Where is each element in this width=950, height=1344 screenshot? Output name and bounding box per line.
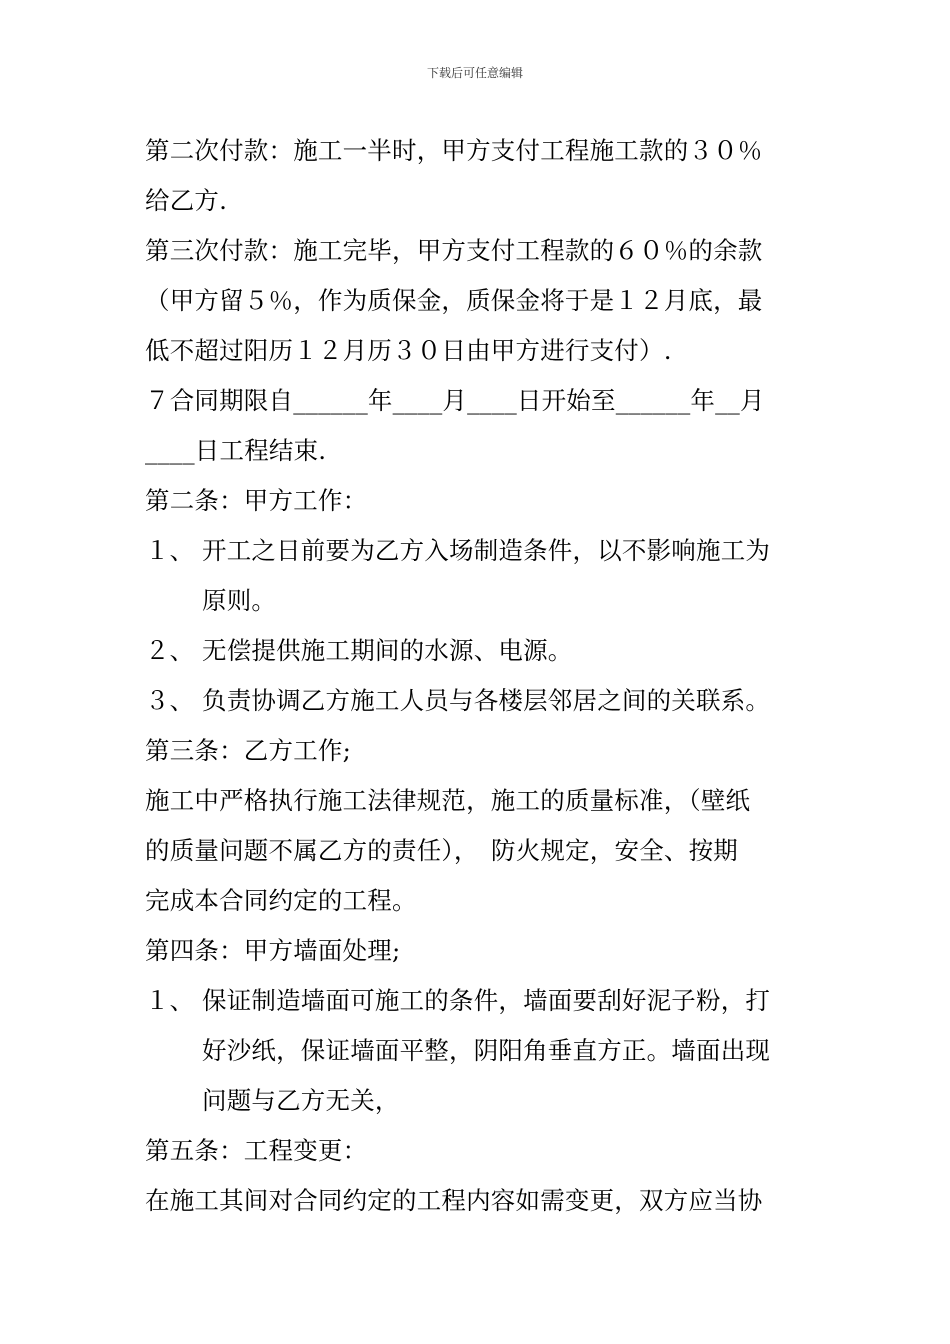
article-2-item-1-line-1: 开工之日前要为乙方入场制造条件，以不影响施工为	[202, 536, 771, 565]
article-2-item-3-line-1: 负责协调乙方施工人员与各楼层邻居之间的关联系。	[202, 686, 771, 715]
contract-period-line-2: ____日工程结束.	[145, 436, 327, 465]
article-2-item-1-line-2: 原则。	[202, 586, 277, 615]
article-4-item-1-line-2: 好沙纸，保证墙面平整，阴阳角垂直方正。墙面出现	[202, 1036, 771, 1065]
payment-third-line-3: 低不超过阳历１２月历３０日由甲方进行支付）.	[145, 336, 672, 365]
article-4-item-1-line-3: 问题与乙方无关，	[202, 1086, 400, 1115]
payment-second-line-1: 第二次付款：施工一半时，甲方支付工程施工款的３０％	[145, 136, 763, 165]
payment-third-line-2: （甲方留５％，作为质保金，质保金将于是１２月底，最	[145, 286, 763, 315]
article-2-heading: 第二条：甲方工作：	[145, 486, 368, 515]
article-2-item-3-number: ３、	[145, 686, 194, 715]
article-4-item-1-number: １、	[145, 986, 194, 1015]
article-2-item-2-line-1: 无偿提供施工期间的水源、电源。	[202, 636, 573, 665]
contract-period-line-1: ７合同期限自______年____月____日开始至______年__月	[145, 386, 765, 415]
article-5-heading: 第五条：工程变更：	[145, 1136, 368, 1165]
article-5-body-line-1: 在施工其间对合同约定的工程内容如需变更，双方应当协	[145, 1186, 763, 1215]
article-4-item-1-line-1: 保证制造墙面可施工的条件，墙面要刮好泥子粉，打	[202, 986, 771, 1015]
article-3-body-line-3: 完成本合同约定的工程。	[145, 886, 417, 915]
payment-third-line-1: 第三次付款：施工完毕，甲方支付工程款的６０％的余款	[145, 236, 763, 265]
article-3-heading: 第三条：乙方工作;	[145, 736, 352, 765]
article-2-item-1-number: １、	[145, 536, 194, 565]
payment-second-line-2: 给乙方.	[145, 186, 228, 215]
article-3-body-line-1: 施工中严格执行施工法律规范，施工的质量标准，（壁纸	[145, 786, 751, 815]
article-4-heading: 第四条：甲方墙面处理;	[145, 936, 401, 965]
article-3-body-line-2: 的质量问题不属乙方的责任）， 防火规定，安全、按期	[145, 836, 738, 865]
page-header: 下载后可任意编辑	[426, 66, 523, 80]
article-2-item-2-number: ２、	[145, 636, 194, 665]
